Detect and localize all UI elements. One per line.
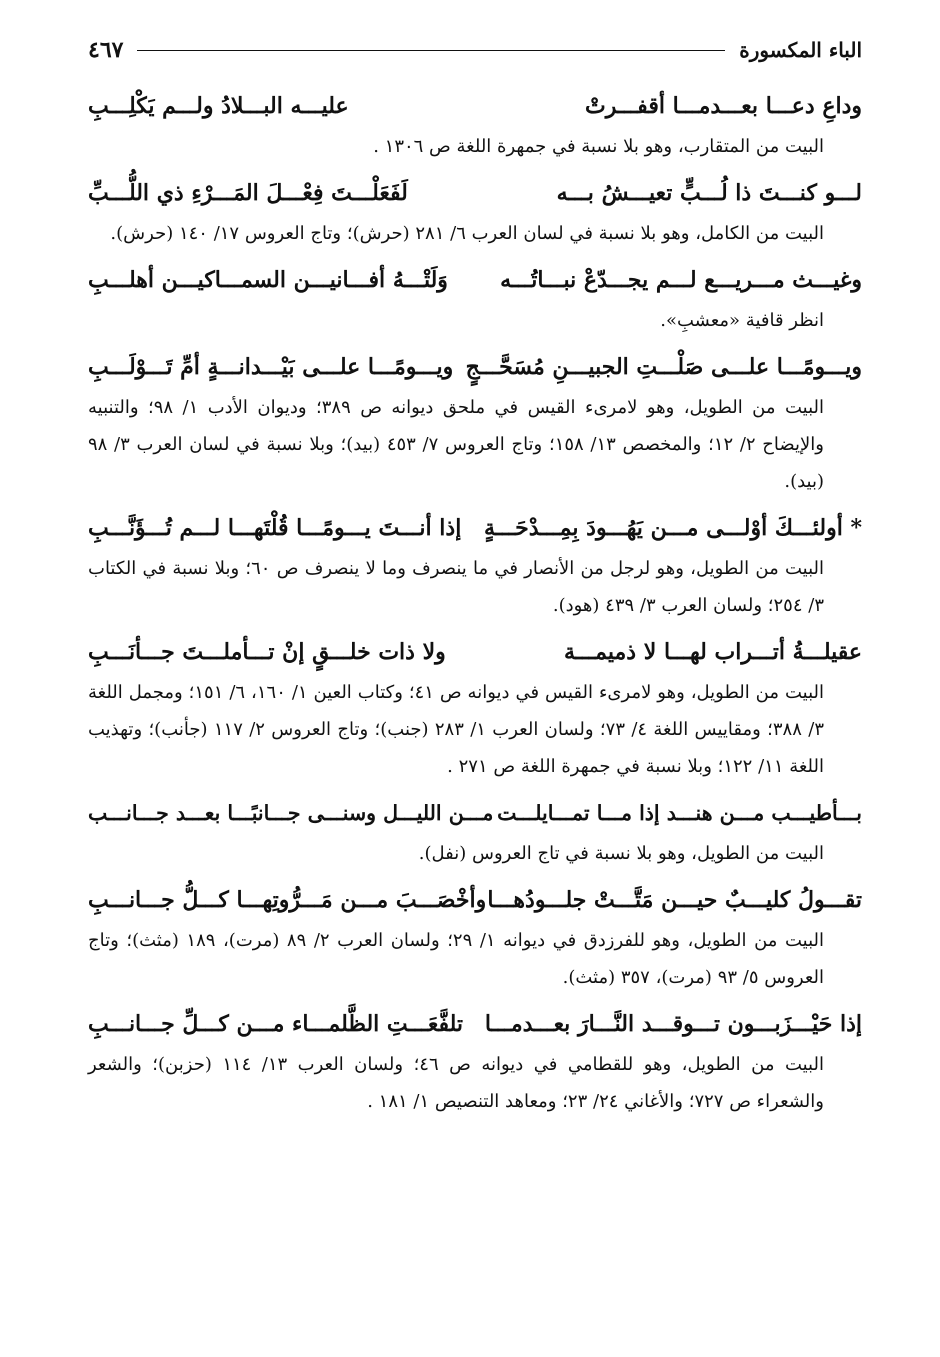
verse-line	[88, 84, 862, 128]
second-hemistich: لَفَعَلْـــتَ فِعْـــلَ المَـــرْءِ ذي اللُّـــبِّ	[88, 180, 408, 206]
second-hemistich: تلفَّعَـــتِ الظَّلمـــاء مـــن كـــلِّ جـــانـــبِ	[88, 1011, 464, 1037]
verse-line	[88, 171, 862, 215]
verse-line	[88, 630, 862, 674]
second-hemistich: ولا ذات خلـــقٍ إنْ تـــأملـــتَ جـــأنَـــبِ	[88, 639, 446, 665]
first-hemistich: وغيـــث مـــريـــع لـــم يجـــدّعْ نبـــاتُـــه	[500, 267, 862, 293]
first-hemistich: ويـــومًـــا علـــى صَلْـــتِ الجبيـــنِ مُسَحَّـــجٍ	[465, 354, 862, 380]
second-hemistich: ويـــومًـــا علـــى بَيْـــدانـــةٍ أمِّ تَـــوْلَـــبِ	[88, 354, 454, 380]
first-hemistich: * أولئـــكَ أوْلـــى مـــن يَهُـــودَ بِمِـــدْحَـــةٍ	[484, 515, 862, 541]
source-note: البيت من الطويل، وهو للقطامي في ديوانه ص ٤٦؛ ولسان العرب ١٣/ ١١٤ (حزبن)؛ والشعر والشعراء ص ٧٢٧؛ والأغاني ٢٤/ ٢٣؛ ومعاهد التنصيص ١/ ١٨١ .	[88, 1054, 824, 1112]
verse-line	[88, 345, 862, 389]
second-hemistich: إذا أنـــتَ يـــومًـــا قُلْتَهـــا لـــم تُـــؤَنَّـــبِ	[88, 515, 462, 541]
verse-line	[88, 1002, 862, 1046]
source-note: البيت من الطويل، وهو للفرزدق في ديوانه ١/ ٢٩؛ ولسان العرب ٢/ ٨٩ (مرت)، ١٨٩ (مثث)؛ وتاج العروس ٥/ ٩٣ (مرت)، ٣٥٧ (مثث).	[88, 930, 825, 988]
verse-entries	[88, 84, 862, 1120]
first-hemistich: لـــو كنـــتَ ذا لُـــبٍّ تعيـــشُ بـــه	[556, 180, 862, 206]
verse-entry	[88, 171, 862, 252]
verse-line	[88, 258, 862, 302]
verse-entry	[88, 630, 862, 785]
source-note: البيت من الطويل، وهو بلا نسبة في تاج العروس (نفل).	[418, 843, 824, 864]
source-note: انظر قافية «معشبِ».	[660, 310, 824, 331]
page-number: ٤٦٧	[88, 37, 124, 63]
verse-entry	[88, 345, 862, 500]
first-hemistich: عقيلـــةُ أتـــراب لهـــا لا ذميمـــة	[564, 639, 862, 665]
second-hemistich: عليـــه البـــلادُ ولـــم يَكْلِـــبِ	[88, 93, 349, 119]
second-hemistich: وأخْصَـــبَ مـــن مَـــرُّوتِهـــا كـــلُّ جـــانـــبِ	[88, 887, 487, 913]
header-rule	[137, 50, 725, 51]
verse-entry	[88, 878, 862, 996]
verse-entry	[88, 506, 862, 624]
running-title: الباء المكسورة	[739, 38, 862, 62]
verse-entry	[88, 84, 862, 165]
source-note: البيت من المتقارب، وهو بلا نسبة في جمهرة اللغة ص ١٣٠٦ .	[373, 136, 824, 157]
verse-entry	[88, 1002, 862, 1120]
verse-entry	[88, 258, 862, 339]
source-note: البيت من الطويل، وهو لامرىء القيس في ديوانه ص ٤١؛ وكتاب العين ١/ ١٦٠، ٦/ ١٥١؛ ومجمل اللغة ٣/ ٣٨٨؛ ومقاييس اللغة ٤/ ٧٣؛ ولسان العرب ١/ ٢٨٣ (جنب)؛ وتاج العروس ٢/ ١١٧ (جأنب)؛ وتهذيب اللغة ١١/ ١٢٢؛ وبلا نسبة في جمهرة اللغة ص ٢٧١ .	[88, 682, 824, 777]
second-hemistich: مـــن الليـــل وسنـــى جـــانبًـــا بعـــد جـــانـــب	[88, 801, 494, 825]
first-hemistich: إذا حَيْـــزَبـــون تـــوقـــد النَّـــارَ بعـــدمـــا	[484, 1011, 862, 1037]
source-note: البيت من الطويل، وهو لرجل من الأنصار في ما ينصرف وما لا ينصرف ص ٦٠؛ وبلا نسبة في الكتاب ٣/ ٢٥٤؛ ولسان العرب ٣/ ٤٣٩ (هود).	[88, 558, 824, 616]
source-note: البيت من الطويل، وهو لامرىء القيس في ملحق ديوانه ص ٣٨٩؛ وديوان الأدب ١/ ٩٨؛ والتنبيه والإيضاح ٢/ ١٢؛ والمخصص ١٣/ ١٥٨؛ وتاج العروس ٧/ ٤٥٣ (بيد)؛ وبلا نسبة في لسان العرب ٣/ ٩٨ (بيد).	[88, 397, 824, 492]
first-hemistich: تقـــولُ كليـــبٌ حيـــن مَتَّـــتْ جلـــودُهـــا	[487, 887, 862, 913]
first-hemistich: وداعِ دعـــا بعـــدمـــا أقفـــرتْ	[585, 93, 862, 119]
verse-entry	[88, 791, 862, 872]
verse-line	[88, 506, 862, 550]
verse-line	[88, 878, 862, 922]
first-hemistich: بـــأطيـــب مـــن هنـــد إذا مـــا تمـــايلـــت	[497, 801, 862, 825]
second-hemistich: وَلَتْـــهُ أفـــانيـــن السمـــاكيـــن أهلـــبِ	[88, 267, 448, 293]
verse-line	[88, 791, 862, 835]
source-note: البيت من الكامل، وهو بلا نسبة في لسان العرب ٦/ ٢٨١ (حرش)؛ وتاج العروس ١٧/ ١٤٠ (حرش).	[110, 223, 824, 244]
page-header	[88, 30, 862, 70]
